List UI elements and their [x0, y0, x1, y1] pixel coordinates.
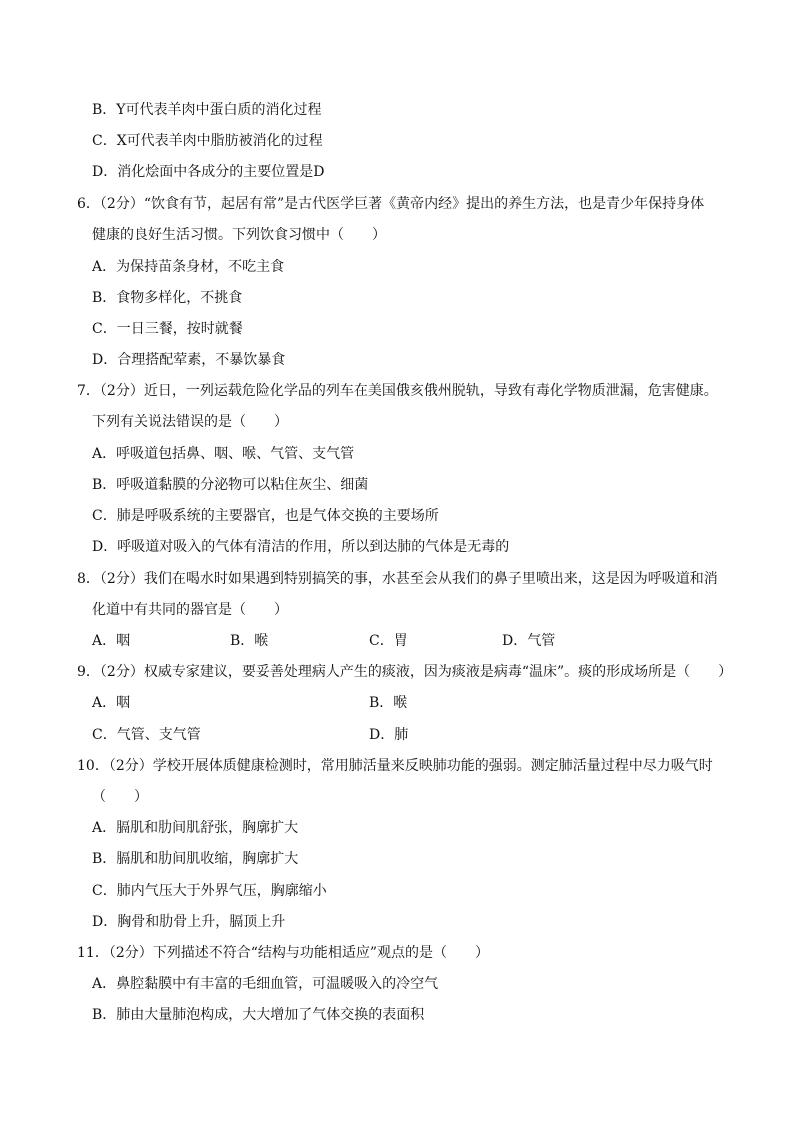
question-6-option-d: D．合理搭配荤素，不暴饮暴食	[92, 352, 286, 368]
question-9-stem: 9．（2分）权威专家建议，要妥善处理病人产生的痰液，因为痰液是病毒“温床”。痰的形成场所是（ ）	[77, 664, 733, 680]
question-9-option-d: D．肺	[369, 727, 409, 743]
question-8-option-b: B．喉	[230, 633, 269, 649]
question-8-option-d: D．气管	[502, 633, 556, 649]
question-6-option-c: C．一日三餐，按时就餐	[92, 321, 243, 337]
question-10-option-c: C．肺内气压大于外界气压，胸廓缩小	[92, 883, 327, 899]
prev-option-d: D．消化烩面中各成分的主要位置是D	[92, 164, 325, 180]
question-6-option-b: B．食物多样化，不挑食	[92, 290, 243, 306]
question-7-option-a: A．呼吸道包括鼻、咽、喉、气管、支气管	[92, 446, 355, 462]
question-9-option-b: B．喉	[369, 695, 408, 711]
question-6-stem-cont: 健康的良好生活习惯。下列饮食习惯中（ ）	[92, 227, 386, 243]
question-10-option-a: A．膈肌和肋间肌舒张，胸廓扩大	[92, 820, 299, 836]
prev-option-c: C．X可代表羊肉中脂肪被消化的过程	[92, 133, 323, 149]
question-7-option-d: D．呼吸道对吸入的气体有清洁的作用，所以到达肺的气体是无毒的	[92, 539, 510, 555]
question-10-stem: 10．（2分）学校开展体质健康检测时，常用肺活量来反映肺功能的强弱。测定肺活量过程中尽力吸气时	[77, 758, 713, 774]
prev-option-b: B．Y可代表羊肉中蛋白质的消化过程	[92, 102, 322, 118]
question-11-option-b: B．肺由大量肺泡构成，大大增加了气体交换的表面积	[92, 1007, 425, 1023]
question-6-option-a: A．为保持苗条身材，不吃主食	[92, 259, 285, 275]
question-8-stem-cont: 化道中有共同的器官是（ ）	[92, 602, 288, 618]
question-9-option-c: C．气管、支气管	[92, 727, 201, 743]
question-7-stem: 7．（2分）近日，一列运载危险化学品的列车在美国俄亥俄州脱轨，导致有毒化学物质泄漏，危害健康。	[77, 383, 718, 399]
question-7-option-c: C．肺是呼吸系统的主要器官，也是气体交换的主要场所	[92, 508, 439, 524]
question-9-option-a: A．咽	[92, 695, 131, 711]
question-8-stem: 8．（2分）我们在喝水时如果遇到特别搞笑的事，水甚至会从我们的鼻子里喷出来，这是因为呼吸道和消	[77, 571, 718, 587]
question-8-option-c: C．胃	[369, 633, 408, 649]
question-6-stem: 6．（2分）“饮食有节，起居有常”是古代医学巨著《黄帝内经》提出的养生方法，也是青少年保持身体	[77, 196, 705, 212]
question-11-stem: 11．（2分）下列描述不符合“结构与功能相适应”观点的是（ ）	[77, 945, 490, 961]
question-7-stem-cont: 下列有关说法错误的是（ ）	[92, 414, 288, 430]
question-8-option-a: A．咽	[92, 633, 131, 649]
question-10-option-d: D．胸骨和肋骨上升，膈顶上升	[92, 914, 286, 930]
question-7-option-b: B．呼吸道黏膜的分泌物可以粘住灰尘、细菌	[92, 477, 369, 493]
question-10-stem-cont: （ ）	[92, 789, 148, 805]
question-11-option-a: A．鼻腔黏膜中有丰富的毛细血管，可温暖吸入的冷空气	[92, 976, 439, 992]
question-10-option-b: B．膈肌和肋间肌收缩，胸廓扩大	[92, 851, 299, 867]
